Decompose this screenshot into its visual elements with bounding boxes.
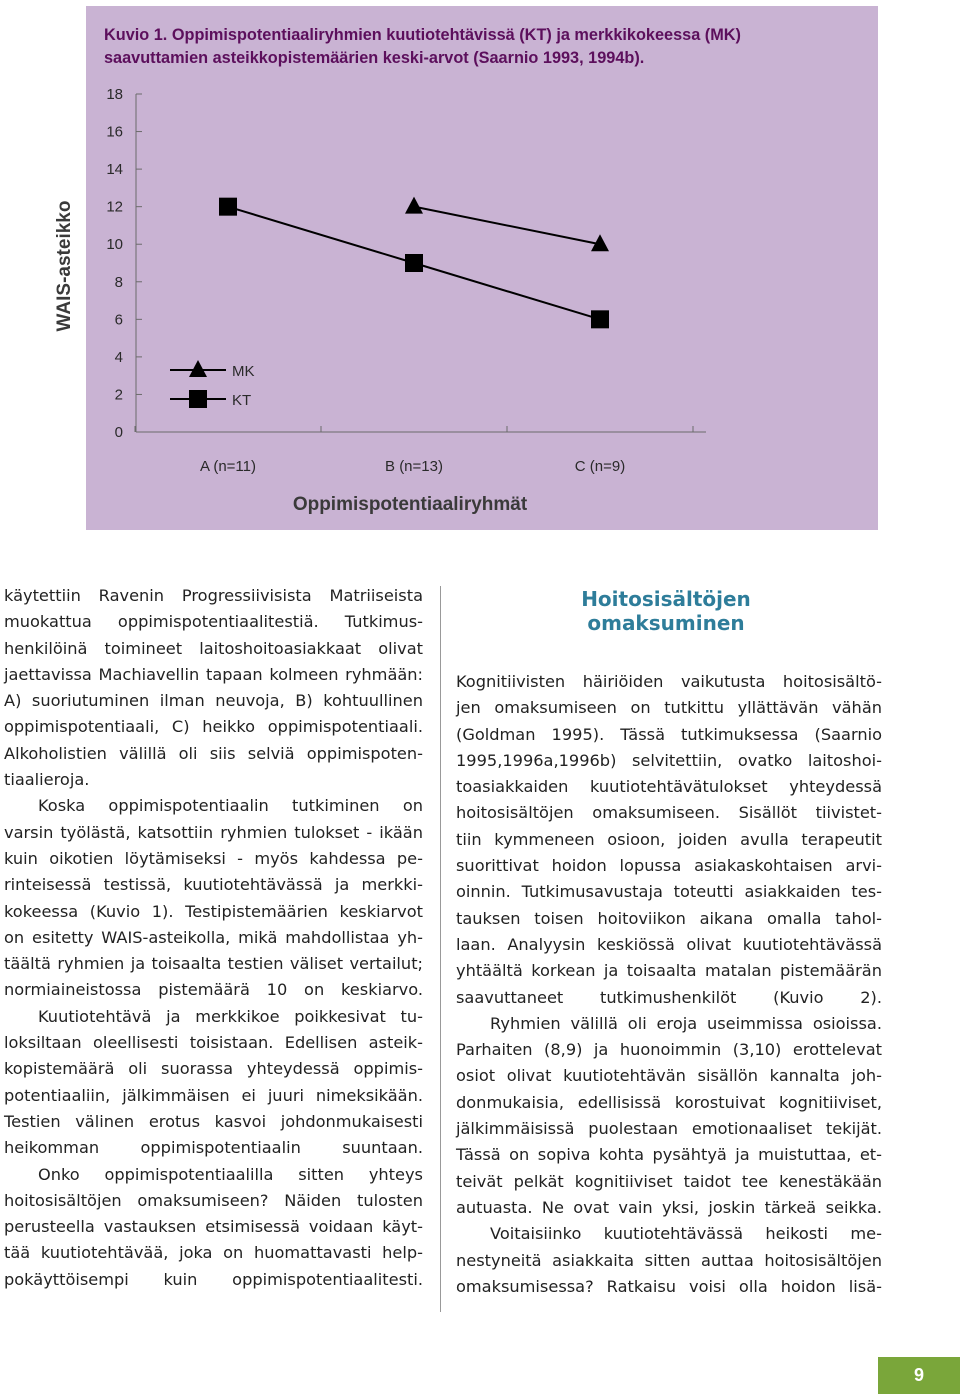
y-tick-label: 18 — [106, 86, 123, 103]
paragraph — [4, 793, 423, 1003]
text-line: täältä ryhmien ja toisaalta testien väliset vertailut; — [4, 954, 423, 974]
y-tick-label: 16 — [106, 123, 123, 141]
y-axis-title: WAIS-asteikko — [54, 200, 75, 332]
text-line: oppimispotentiaali, C) heikko oppimispotentiaali. — [4, 717, 423, 737]
page-number-box — [878, 1357, 960, 1394]
section-heading-line-1: Hoitosisältöjen — [581, 587, 751, 611]
text-line: perusteella vastauksen etsimisessä voidaan käyt- — [4, 1217, 423, 1237]
chart-title — [104, 24, 874, 70]
legend-marker-triangle — [189, 360, 207, 377]
text-line: toasiakkaiden kuutiotehtävätulokset yhteydessä — [456, 777, 882, 797]
text-line: hoitosisältöjen omaksumiseen. Sisällöt tiivistet- — [456, 803, 882, 823]
text-line: muokattua oppimispotentiaalitestiä. Tutkimus- — [4, 612, 423, 632]
text-line: jaettavissa Machiavellin tapaan kolmeen ryhmään: — [4, 664, 423, 684]
text-line: donmukaisia, edellisissä korostuivat kognitiiviset, — [456, 1092, 882, 1112]
text-line: Koska oppimispotentiaalin tutkiminen on — [38, 796, 423, 816]
data-point-kt — [219, 198, 237, 216]
text-line: kopistemäärä oli suorassa yhteydessä oppimis- — [4, 1059, 423, 1079]
chart-title-line-1: Kuvio 1. Oppimispotentiaaliryhmien kuutiotehtävissä (KT) ja merkkikokeessa (MK) — [104, 26, 741, 44]
text-line: teivät pelkät kognitiiviset taidot tee kenestäkään — [456, 1171, 882, 1191]
page-number: 9 — [913, 1365, 924, 1385]
paragraph — [4, 1004, 423, 1162]
text-line: osiot olivat kuutiotehtävän sisällön kannalta joh- — [456, 1066, 882, 1086]
data-point-mk — [405, 197, 423, 214]
text-line: normiaineistossa pistemäärä 10 on keskiarvo. — [4, 980, 423, 1000]
text-line: varsin työlästä, katsottiin ryhmien tulokset - ikään — [4, 822, 423, 842]
text-line: potentiaaliin, jälkimmäisen ei juuri nimeksikään. — [4, 1085, 423, 1105]
legend-label: KT — [232, 392, 252, 409]
x-tick-label: A (n=11) — [199, 458, 257, 475]
text-line: tauksen toisen hoitoviikon aikana omalla tahol- — [456, 908, 882, 928]
chart — [54, 6, 878, 530]
x-axis-title: Oppimispotentiaaliryhmät — [292, 494, 528, 515]
text-line: yhtäältä korkean ja toisaalta matalan pistemäärän — [456, 961, 882, 981]
text-line: Tässä on sopiva kohta pysähtyä ja muistuttaa, et- — [456, 1145, 882, 1165]
text-line: saavuttaneet tutkimushenkilöt (Kuvio 2). — [456, 987, 882, 1007]
column-divider — [440, 586, 441, 1312]
text-line: kokeessa (Kuvio 1). Testipistemäärien keskiarvot — [4, 901, 423, 921]
section-heading — [456, 587, 876, 635]
text-line: Voitaisiinko kuutiotehtävässä heikosti me- — [490, 1224, 882, 1244]
paragraph — [456, 1221, 882, 1300]
text-line: hoitosisältöjen omaksumiseen? Näiden tulosten — [4, 1190, 423, 1210]
x-tick-label: C (n=9) — [574, 458, 626, 475]
section-heading-line-2: omaksuminen — [587, 611, 745, 635]
text-line: Ryhmien välillä oli eroja useimmissa osioissa. — [490, 1013, 882, 1033]
chart-title-line-2: saavuttamien asteikkopistemäärien keski-arvot (Saarnio 1993, 1994b). — [104, 49, 645, 67]
y-tick-label: 2 — [114, 386, 123, 404]
text-line: autuasta. Ne ovat vain yksi, joskin tärkeä seikka. — [456, 1197, 882, 1217]
paragraph — [4, 1162, 423, 1293]
text-line: suorittivat hoidon lopussa asiakaskohtaisen arvi- — [456, 856, 882, 876]
legend-marker-square — [189, 390, 207, 408]
series-line-mk — [414, 207, 600, 245]
text-line: Testien välinen erotus kasvoi johdonmukaisesti — [4, 1111, 423, 1131]
text-line: jen omaksumiseen on tutkittu yllättävän vähän — [456, 698, 882, 718]
legend-label: MK — [232, 363, 255, 380]
text-line: pokäyttöisempi kuin oppimispotentiaalitesti. — [4, 1269, 423, 1289]
text-line: tiin kymmeneen osioon, joiden avulla terapeutit — [456, 829, 882, 849]
data-point-kt — [405, 254, 423, 272]
text-line: tiaalieroja. — [4, 770, 90, 790]
left-column-text — [4, 583, 423, 1293]
data-point-kt — [591, 310, 609, 328]
text-line: rinteisessä testissä, kuutiotehtävässä ja merkki- — [4, 875, 423, 895]
paragraph — [456, 669, 882, 1011]
y-tick-label: 12 — [106, 198, 123, 216]
text-line: A) suoriutuminen ilman neuvoja, B) kohtuullinen — [4, 691, 423, 711]
text-line: Alkoholistien välillä oli siis selviä oppimispoten- — [4, 743, 423, 763]
text-line: kuin oikotien löytämiseksi - myös kahdessa pe- — [4, 848, 423, 868]
right-column-text — [456, 669, 882, 1300]
text-line: Kognitiivisten häiriöiden vaikutusta hoitosisältö- — [456, 672, 882, 691]
y-tick-label: 8 — [114, 273, 123, 291]
text-line: heikomman oppimispotentiaalin suuntaan. — [4, 1138, 423, 1158]
y-tick-label: 0 — [114, 424, 123, 441]
text-line: 1995,1996a,1996b) selvitettiin, ovatko laitoshoi- — [456, 750, 882, 770]
y-tick-label: 14 — [106, 161, 123, 179]
paragraph — [456, 1011, 882, 1221]
text-line: on esitetty WAIS-asteikolla, mikä mahdollistaa yh- — [4, 927, 423, 947]
text-line: Parhaiten (8,9) ja huonoimmin (3,10) erottelevat — [456, 1040, 882, 1060]
text-line: käytettiin Ravenin Progressiivisista Matriiseista — [4, 586, 423, 605]
text-line: omaksumisessa? Ratkaisu voisi olla hoidon lisä- — [456, 1276, 882, 1296]
text-line: laan. Analyysin keskiössä olivat kuutiotehtävässä — [456, 934, 882, 954]
text-line: loksiltaan oleellisesti toisistaan. Edellisen asteik- — [4, 1033, 423, 1053]
y-tick-label: 6 — [114, 311, 123, 329]
text-line: (Goldman 1995). Tässä tutkimuksessa (Saarnio — [456, 724, 882, 744]
paragraph — [4, 583, 423, 793]
text-line: jälkimmäisissä puolestaan emotionaaliset tekijät. — [456, 1119, 882, 1139]
text-line: tää kuutiotehtävää, joka on huomattavasti help- — [4, 1243, 423, 1263]
text-line: Kuutiotehtävä ja merkkikoe poikkesivat tu- — [38, 1006, 423, 1026]
text-line: henkilöinä toimineet laitoshoitoasiakkaat olivat — [4, 638, 423, 658]
text-line: nestyneitä asiakkaita sitten auttaa hoitosisältöjen — [456, 1250, 882, 1270]
x-tick-label: B (n=13) — [385, 458, 443, 475]
chart-panel — [54, 6, 878, 530]
y-tick-label: 10 — [106, 236, 123, 254]
text-line: oinnin. Tutkimusavustaja toteutti asiakkaiden tes- — [456, 882, 882, 902]
y-tick-label: 4 — [114, 348, 123, 366]
text-line: Onko oppimispotentiaalilla sitten yhteys — [38, 1164, 423, 1184]
